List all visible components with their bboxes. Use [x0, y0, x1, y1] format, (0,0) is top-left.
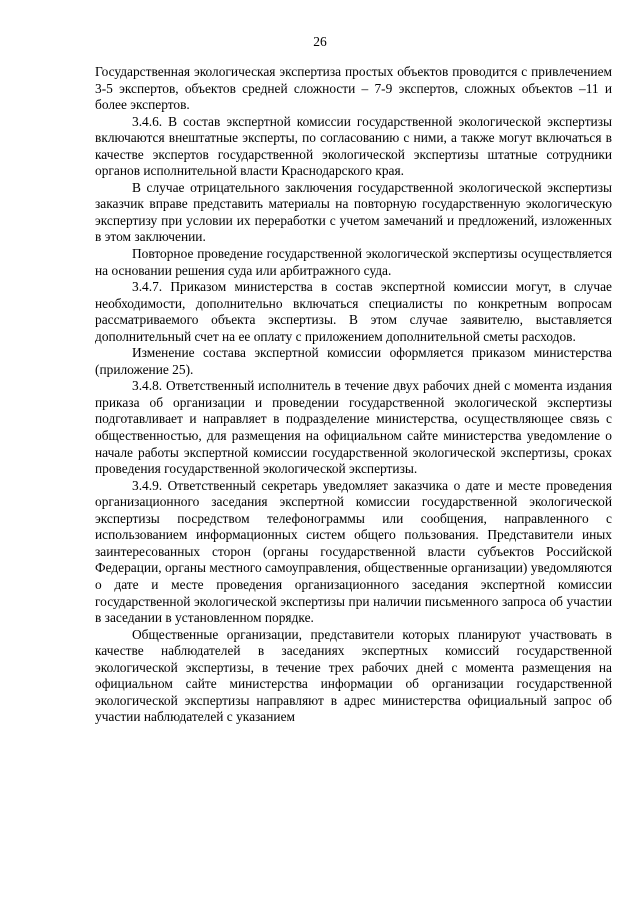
- paragraph-negative-conclusion: В случае отрицательного заключения государственной экологической экспертизы заказчик вправе представить материалы на повторную государственную экологическую экспертизу при условии их переработки с учетом замечаний и предложений, изложенных в этом заключении.: [95, 179, 612, 245]
- document-body: [95, 64, 612, 726]
- paragraph-3-4-6: 3.4.6. В состав экспертной комиссии государственной экологической экспертизы включаются внештатные эксперты, по согласованию с ними, а также могут включаться в качестве экспертов государственной экологической экспертизы штатные сотрудники органов исполнительной власти Краснодарского края.: [95, 113, 612, 179]
- paragraph-3-4-9: 3.4.9. Ответственный секретарь уведомляет заказчика о дате и месте проведения организационного заседания экспертной комиссии государственной экологической экспертизы посредством телефонограммы или сообщения, направленного с использованием информационных систем общего пользования. Представители иных заинтересованных сторон (органы государственной власти субъектов Российской Федерации, органы местного самоуправления, общественные организации) уведомляются о дате и месте проведения организационного заседания экспертной комиссии государственной экологической экспертизы при наличии письменного запроса об участии в заседании в установленном порядке.: [95, 477, 612, 626]
- paragraph-commission-change: Изменение состава экспертной комиссии оформляется приказом министерства (приложение 25).: [95, 345, 612, 377]
- paragraph-public-organizations: Общественные организации, представители которых планируют участвовать в качестве наблюдателей в заседаниях экспертных комиссий государственной экологической экспертизы, в течение трех рабочих дней с момента размещения на официальном сайте министерства информации об организации государственной экологической экспертизы направляют в адрес министерства официальный запрос об участии наблюдателей с указанием: [95, 626, 612, 725]
- page-number: 26: [313, 34, 327, 49]
- paragraph-3-4-8: 3.4.8. Ответственный исполнитель в течение двух рабочих дней с момента издания приказа об организации и проведении государственной экологической экспертизы подготавливает и направляет в подразделение министерства, осуществляющее связь с общественностью, для размещения на официальном сайте министерства уведомление о начале работы экспертной комиссии государственной экологической экспертизы, сроках проведения государственной экологической экспертизы.: [95, 378, 612, 477]
- paragraph-3-4-7: 3.4.7. Приказом министерства в состав экспертной комиссии могут, в случае необходимости, дополнительно включаться специалисты по конкретным вопросам рассматриваемого объекта экспертизы. В этом случае заявителю, выставляется дополнительный счет на ее оплату с приложением дополнительной сметы расходов.: [95, 279, 612, 344]
- paragraph-experts-count: Государственная экологическая экспертиза простых объектов проводится с привлечением 3-5 экспертов, объектов средней сложности – 7-9 экспертов, сложных объектов –11 и более экспертов.: [95, 64, 612, 113]
- paragraph-repeat-review: Повторное проведение государственной экологической экспертизы осуществляется на основании решения суда или арбитражного суда.: [95, 246, 612, 278]
